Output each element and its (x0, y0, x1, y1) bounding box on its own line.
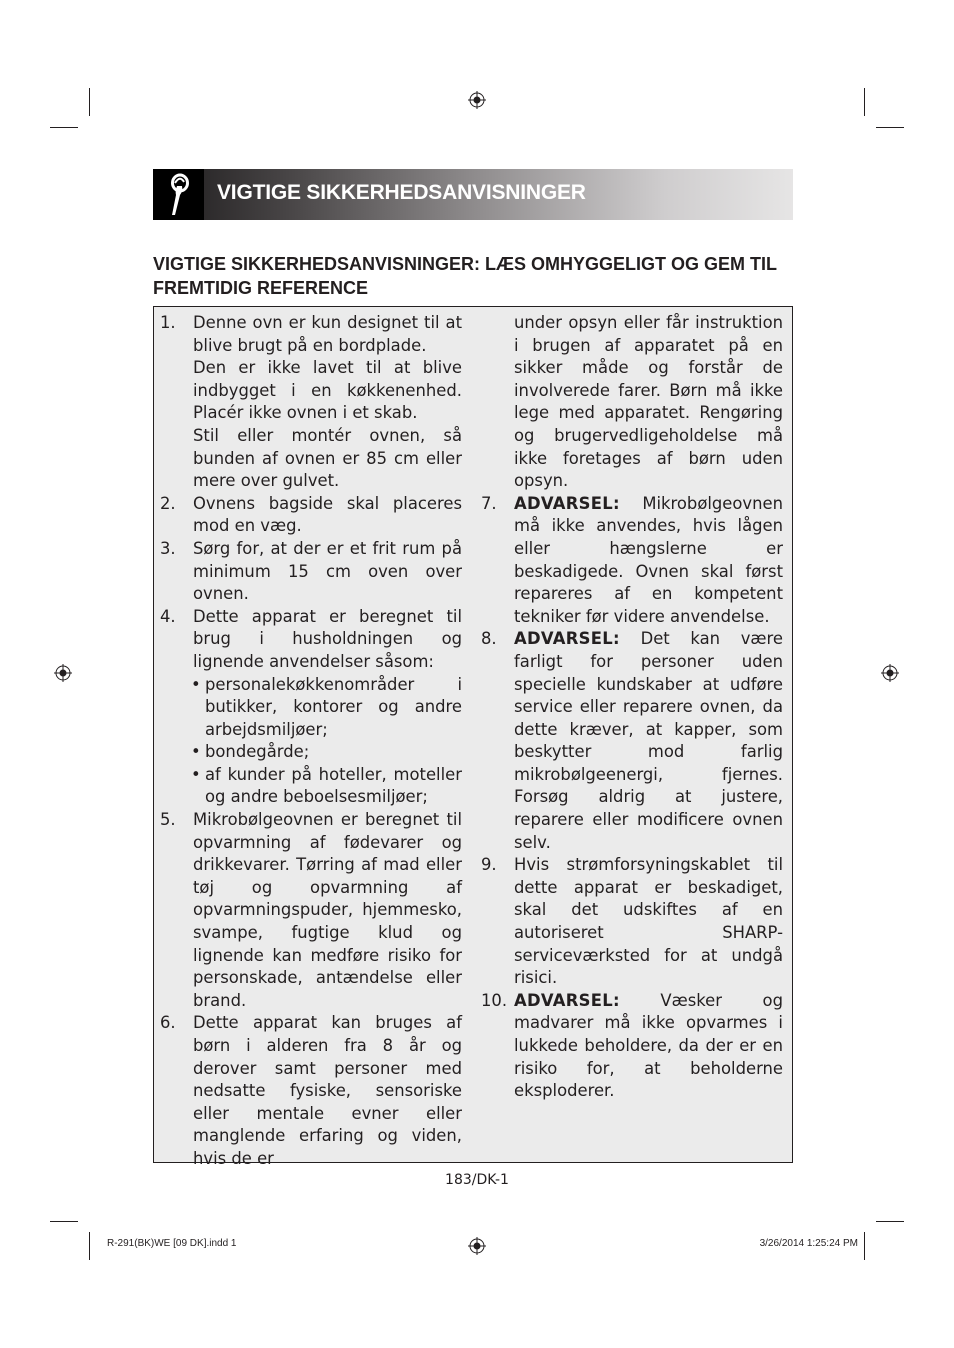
crop-mark (89, 1232, 90, 1260)
print-timestamp: 3/26/2014 1:25:24 PM (759, 1238, 858, 1249)
right-column (481, 312, 783, 1103)
bullet-item: • bondegårde; (191, 742, 310, 762)
crop-mark (50, 1221, 78, 1222)
file-slug: R-291(BK)WE [09 DK].indd 1 (107, 1238, 237, 1249)
list-item (481, 990, 783, 1103)
warning-label: ADVARSEL: (514, 990, 620, 1010)
item-text: Mikrobølgeovnen er beregnet til opvarmning af fødevarer og drikkevarer. Tørring af mad eller tøj og opvarmning af opvarmningspuder, hjemmesko, svampe, fugtige klud og lignende kan medføre risiko for personskade, antændelse eller brand. (193, 810, 462, 1010)
list-item (481, 628, 783, 854)
item-number: 5. (160, 810, 176, 830)
item-text: Denne ovn er kun designet til at blive brugt på en bordplade. (193, 313, 462, 355)
item-text-continued: under opsyn eller får instruktion i brugen af apparatet på en sikker måde og forstår de involverede farer. Børn må ikke lege med apparatet. Rengøring og brugervedligeholdelse må ikke foretages af børn uden opsyn. (514, 313, 783, 491)
registration-mark-icon (468, 91, 486, 109)
warning-label: ADVARSEL: (514, 493, 620, 513)
list-item (160, 312, 462, 493)
list-item (160, 538, 462, 606)
registration-mark-icon (54, 664, 72, 682)
item-text: Mikrobølgeovnen må ikke anvendes, hvis lågen eller hængslerne er beskadigede. Ovnen skal først repareres af en kompetent tekniker før videre anvendelse. (514, 493, 783, 626)
registration-mark-icon (881, 664, 899, 682)
item-number: 7. (481, 493, 497, 513)
item-number: 2. (160, 493, 176, 513)
crop-mark (876, 127, 904, 128)
bullet-item: • personalekøkkenområder i butikker, kontorer og andre arbejdsmiljøer; (191, 674, 462, 739)
section-icon-box (153, 169, 204, 220)
list-item (160, 1012, 462, 1170)
left-column (160, 312, 462, 1171)
crop-mark (876, 1221, 904, 1222)
item-number: 6. (160, 1013, 176, 1033)
bullet-item: • af kunder på hoteller, moteller og andre beboelsesmiljøer; (191, 764, 462, 807)
item-text: Den er ikke lavet til at blive indbygget i en køkkenenhed. Placér ikke ovnen i et skab. (193, 358, 462, 423)
crop-mark (50, 127, 78, 128)
item-text: Hvis strømforsyningskablet til dette apparat er beskadiget, skal det udskiftes af en autoriseret SHARP-serviceværksted for at undgå risici. (514, 855, 783, 988)
list-item (481, 493, 783, 629)
crop-mark (864, 1232, 865, 1260)
warning-label: ADVARSEL: (514, 629, 620, 649)
item-text: Stil eller montér ovnen, så bunden af ovnen er 85 cm eller mere over gulvet. (193, 425, 462, 491)
registration-mark-icon (468, 1237, 486, 1255)
item-text: Sørg for, at der er et frit rum på minimum 15 cm oven over ovnen. (193, 538, 462, 604)
item-text: Ovnens bagside skal placeres mod en væg. (193, 493, 462, 536)
page-title: VIGTIGE SIKKERHEDSANVISNINGER (217, 181, 586, 204)
item-text: Dette apparat er beregnet til brug i husholdningen og lignende anvendelser såsom: (193, 606, 462, 671)
exclamation-icon (153, 169, 204, 220)
list-item (481, 854, 783, 990)
section-subheading: VIGTIGE SIKKERHEDSANVISNINGER: LÆS OMHYGGELIGT OG GEM TIL FREMTIDIG REFERENCE (153, 254, 777, 298)
item-number: 8. (481, 629, 497, 649)
item-text: Væsker og madvarer må ikke opvarmes i lukkede beholdere, da der er en risiko for, at beholderne eksploderer. (514, 990, 783, 1101)
item-number: 4. (160, 606, 176, 626)
page-number: 183/DK-1 (445, 1172, 509, 1188)
crop-mark (89, 88, 90, 116)
item-number: 9. (481, 855, 497, 875)
item-number: 3. (160, 538, 176, 558)
item-text: Det kan være farligt for personer uden specielle kundskaber at udføre service eller reparere ovnen, da dette kræver, at kapper, som beskytter mod farlig mikrobølgeenergi, fjernes. Forsøg aldrig at justere, reparere eller modificere ovnen selv. (514, 629, 783, 852)
item-number: 10. (481, 990, 508, 1010)
list-item (160, 809, 462, 1012)
list-item (160, 606, 462, 809)
list-item (160, 493, 462, 538)
item-number: 1. (160, 313, 176, 332)
item-text: Dette apparat kan bruges af børn i alderen fra 8 år og derover samt personer med nedsatte fysiske, sensoriske eller mentale evner eller manglende erfaring og viden, hvis de er (193, 1013, 462, 1168)
crop-mark (864, 88, 865, 116)
